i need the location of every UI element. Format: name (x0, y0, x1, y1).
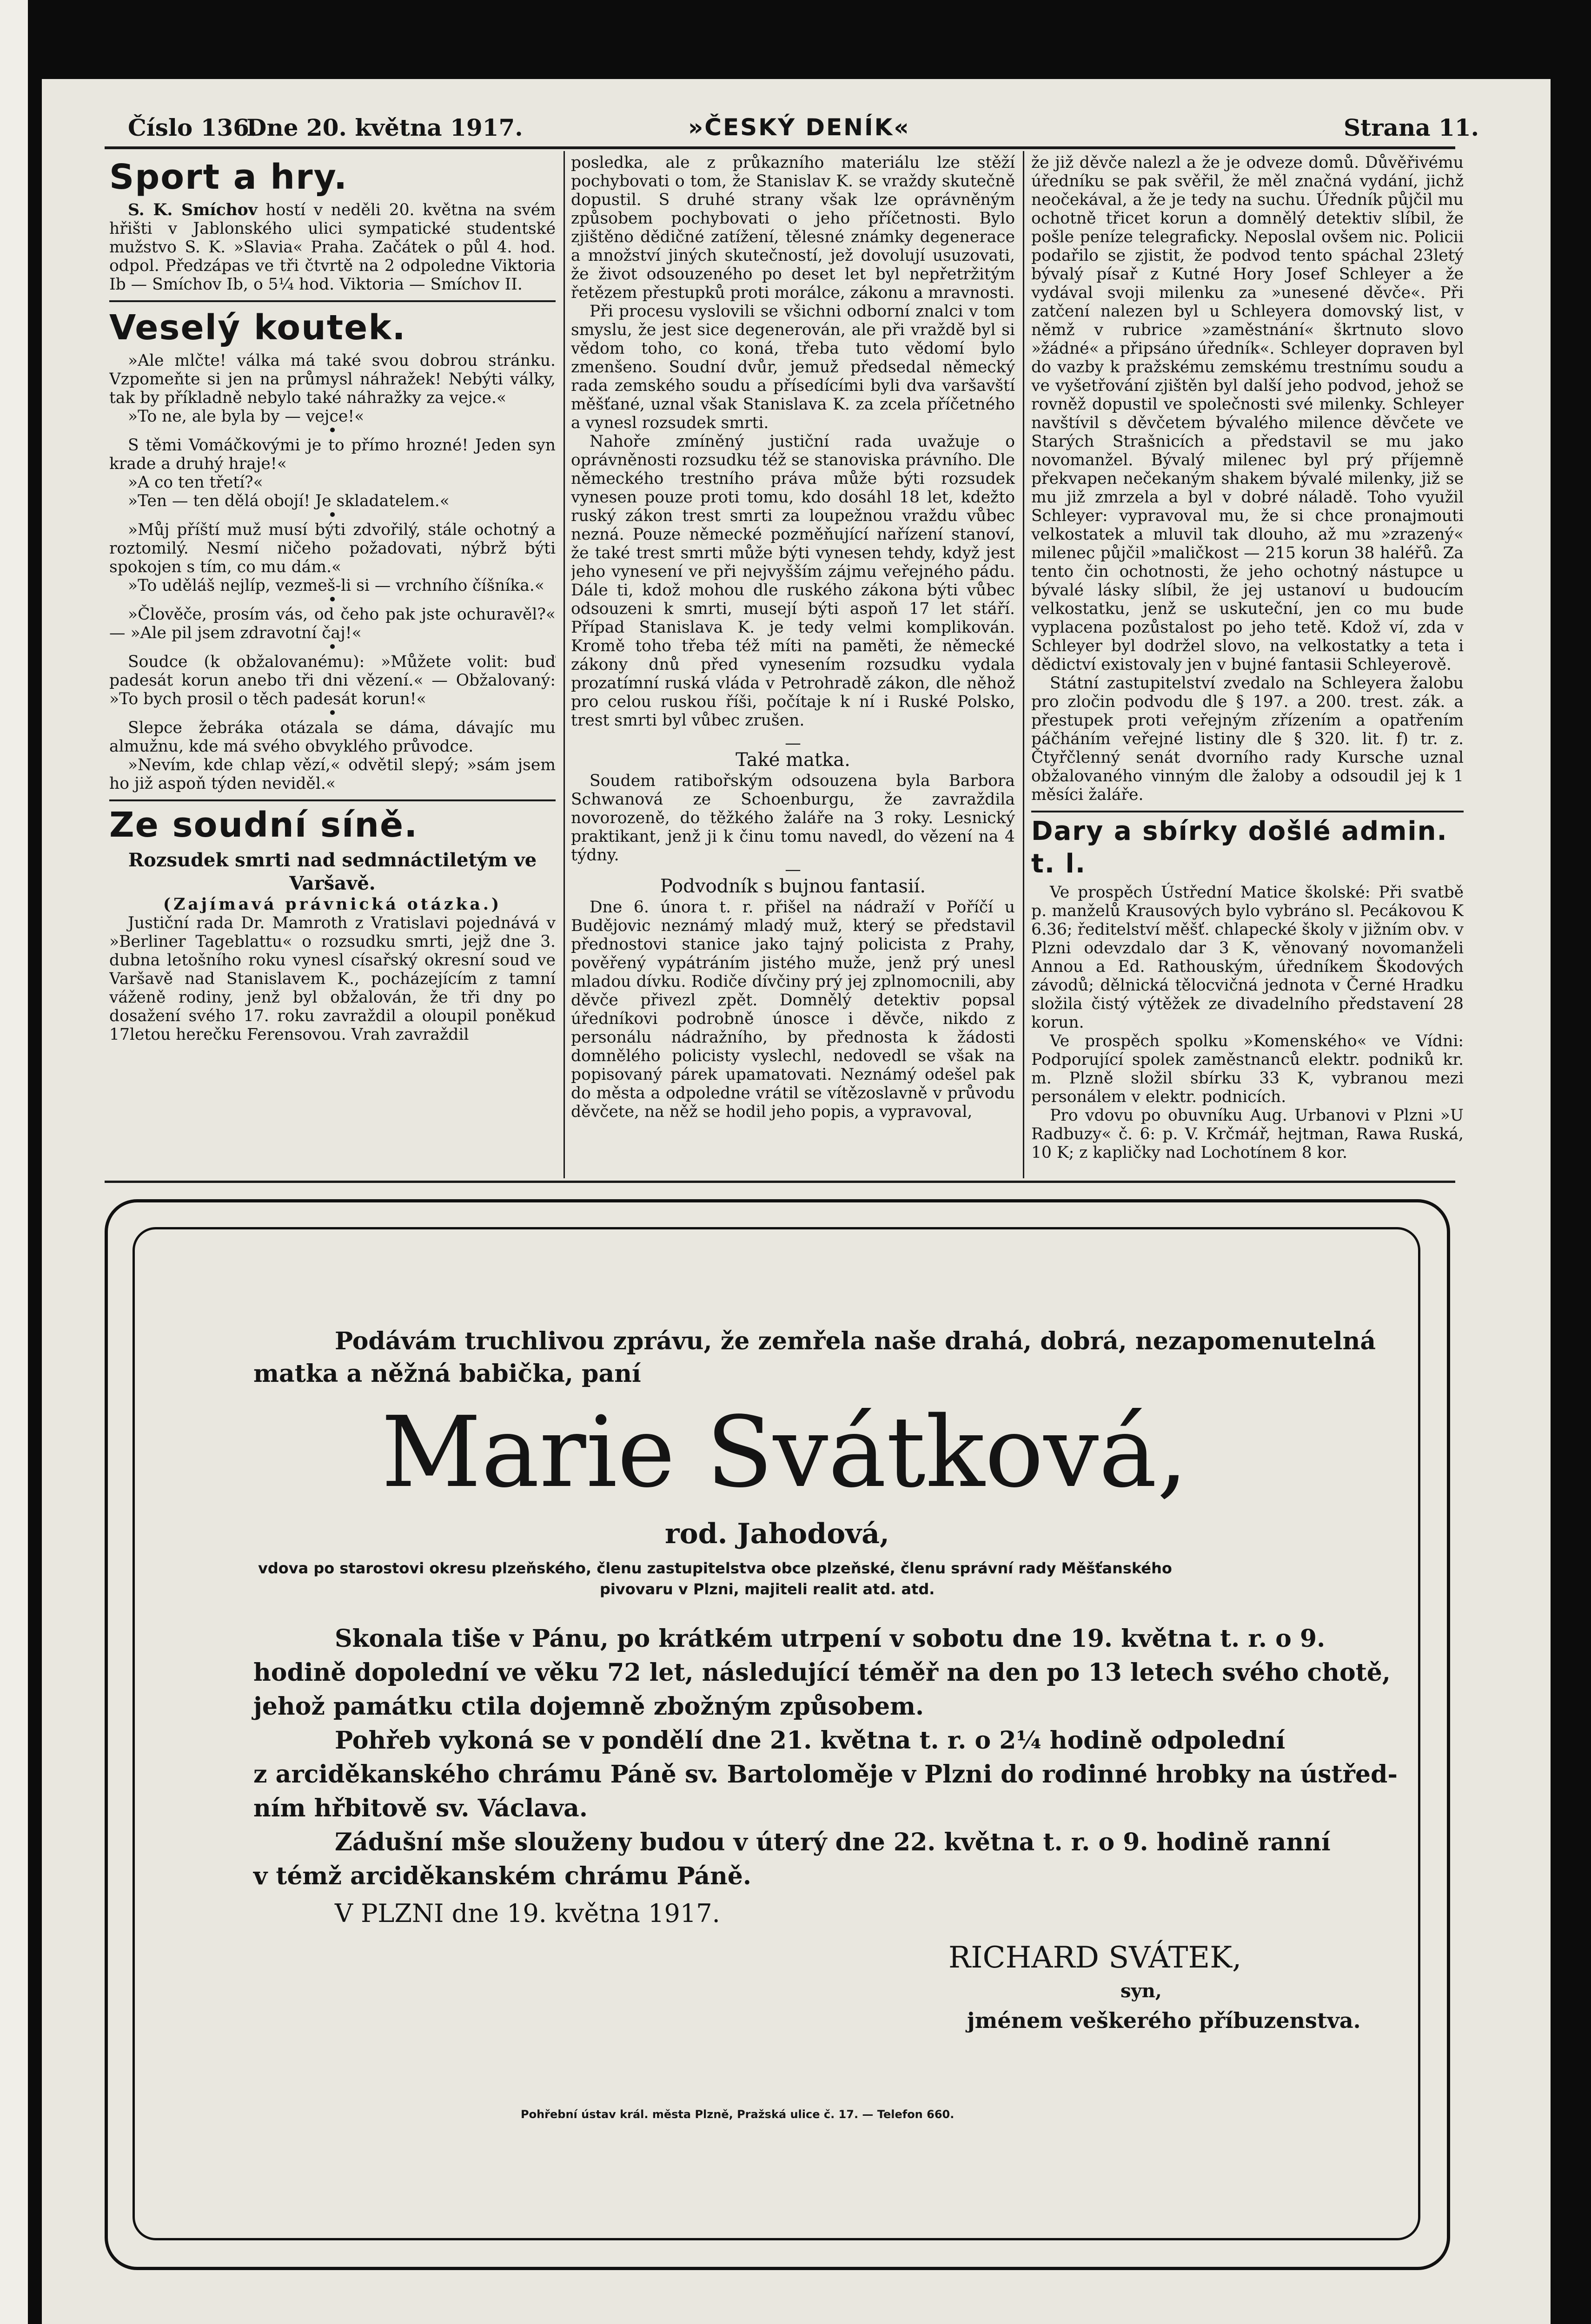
joke-line: »Můj příští muž musí býti zdvořilý, stále ochotný a roztomilý. Nesmí ničeho požadovati, nýbrž býti spokojen s tím, co mu dám.« (109, 521, 556, 576)
podvodnik-paragraph: Státní zastupitelství zvedalo na Schleyera žalobu pro zločin podvodu dle § 197. a 200. trest. zák. a přestupek proti veřejným zřízením a opatřením páčháním veřejné listiny dle § 320. lit. f) tr. z. Čtyřčlenný senát dvorního rady Kursche uznal obžalovaného vinným dle žaloby a odsoudil jej k 1 měsíci žaláře. (1031, 674, 1464, 804)
joke-separator: • (327, 591, 338, 609)
dary-paragraph: Ve prospěch Ústřední Matice školské: Při svatbě p. manželů Krausových bylo vybráno sl. Pecákovou K 6.36; ředitelství měšť. chlapecké školy v jižním obv. v Plzni odevzdalo dar 3 K, věnovaný novomanželi Annou a Ed. Rathouským, úředníkem Škodových závodů; dělnická tělocvičná jednota v Černé Hradku složila čistý výtěžek ze divadelního představení 28 korun. (1031, 883, 1464, 1032)
joke-line: »A co ten třetí?« (128, 473, 263, 492)
newspaper-title: »ČESKÝ DENÍK« (688, 114, 910, 141)
joke-line: »To uděláš nejlíp, vezmeš-li si — vrchního číšníka.« (128, 576, 544, 595)
column-divider-1 (563, 151, 565, 1178)
ad-top-rule (105, 1181, 1455, 1183)
obituary-signer-note: jménem veškerého příbuzenstva. (967, 2008, 1361, 2033)
obituary-signer: RICHARD SVÁTEK, (948, 1941, 1242, 1975)
joke-line: »Nevím, kde chlap vězí,« odvětil slepý; »sám jsem ho již aspoň týden neviděl.« (109, 756, 556, 793)
dary-paragraph: Pro vdovu po obuvníku Aug. Urbanovi v Plzni »U Radbuzy« č. 6: p. V. Krčmář, hejtman, Rawa Ruská, 10 K; z kapličky nad Lochotínem 8 kor. (1031, 1106, 1464, 1162)
column-2 (571, 153, 1015, 1181)
dary-heading: Dary a sbírky došlé admin. t. l. (1031, 816, 1448, 879)
funeral-home-footer: Pohřební ústav král. města Plzně, Pražská ulice č. 17. — Telefon 660. (521, 2108, 955, 2121)
sport-heading: Sport a hry. (109, 157, 348, 197)
joke-line: Slepce žebráka otázala se dáma, dávajíc mu almužnu, kde má svého obvyklého průvodce. (109, 719, 556, 756)
issue-date: Dne 20. května 1917. (246, 114, 523, 141)
sport-lead: S. K. Smíchov (128, 201, 258, 219)
podvodnik-paragraph: že již děvče nalezl a že je odveze domů. Důvěřivému úředníku se pak svěřil, že měl značná vydání, jichž neočekával, a že je tedy na suchu. Úředník půjčil mu ochotně třicet korun a domnělý detektiv slíbil, že pošle peníze telegraficky. Neposlal ovšem nic. Policii podařilo se zjistit, že podvod tento spáchal 23letý bývalý písař z Kutné Hory Josef Schleyer a že vydával svoji milenku za »unesené děvče«. Při zatčení nalezen byl u Schleyera domovský list, v němž v rubrice »zaměstnání« škrtnuto slovo »žádné« a připsáno úředník«. Schleyer dopraven byl do vazby k pražskému zemskému trestnímu soudu a ve vyšetřování zjištěn byl další jeho podvod, jehož se rovněž dopustil ve společnosti své milenky. Schleyer navštívil s děvčetem bývalého milence děvčete ve Starých Strašnicích a představil se mu jako novomanžel. Bývalý milenec byl prý příjemně překvapen nečekaným shakem bývalé milenky, již se mu již zmrzela a byl v dobré náladě. Toho využil Schleyer: vypravoval mu, že si chce pronajmouti velkostatek a mluvil tak dlouho, až mu »zrazený« milenec půjčil »maličkost — 215 korun 38 haléřů. Za tento čin ochotnosti, že jeho ochotný nástupce u bývalé lásky slíbil, že jej ustanoví u budoucím velkostatku, jenž se uskuteční, jen co mu bude vyplacena pozůstalost po jeho tetě. Kdož ví, zda v Schleyer byl dodržel slovo, na velkostatky a teta i dědictví existovaly jen v bujné fantasii Schleyerově. (1031, 153, 1464, 674)
neighbor-page-edge (0, 0, 28, 2324)
joke-line: Soudce (k obžalovanému): »Můžete volit: buď padesát korun anebo tři dni vězení.« — Obžalovaný: »To bych prosil o těch padesát korun!« (109, 653, 556, 708)
sport-text: hostí v neděli 20. května na svém hřišti v Jablonského ulici sympatické studentské mužstvo S. K. »Slavia« Praha. Začátek o půl 4. hod. odpol. Předzápas ve tři čtvrtě na 2 odpoledne Viktoria Ib — Smíchov Ib, o 5¼ hod. Viktoria — Smíchov II. (109, 201, 556, 294)
deceased-description-2: pivovaru v Plzni, majiteli realit atd. atd. (600, 1580, 935, 1598)
article-separator: — (785, 734, 801, 753)
obituary-intro-1: Podávám truchlivou zprávu, že zemřela naše drahá, dobrá, nezapomenutelná (335, 1327, 1376, 1355)
maiden-name: rod. Jahodová, (665, 1518, 889, 1550)
obituary-text: jehož památku ctila dojemně zbožným způsobem. (253, 1692, 924, 1721)
vesely-heading: Veselý koutek. (109, 308, 406, 348)
joke-line: »To ne, ale byla by — vejce!« (128, 407, 365, 426)
soud-paragraph: posledka, ale z průkazního materiálu lze stěží pochybovati o tom, že Stanislav K. se vraždy skutečně dopustil. S druhé strany však lze oprávněným způsobem pochybovati o jeho příčetnosti. Bylo zjištěno dědičné zatížení, tělesné známky degenerace a množství jiných skutečností, jež dovolují usuzovati, že život odsouzeného po deset let byl nepřetržitým řetězem přestupků proti morálce, zákonu a mravnosti. (571, 153, 1015, 302)
joke-separator: • (327, 638, 338, 657)
joke-line: »Ten — ten dělá obojí! Je skladatelem.« (128, 492, 450, 510)
column-3 (1031, 153, 1464, 1181)
obituary-intro-2: matka a něžná babička, paní (253, 1360, 641, 1388)
soud-paragraph: Nahoře zmíněný justiční rada uvažuje o oprávněnosti rozsudku též se stanoviska právního. Dle německého trestního práva může býti rozsudek vynesen pouze proti tomu, kdo dosáhl 18 let, kdežto ruský zákon trest smrti za loupežnou vraždu vůbec nezná. Pouze německé pozměňující nařízení stanoví, že také trest smrti může býti vynesen tehdy, když jest jeho vynesení ve při nejvyšším zájmu veřejného pádu. Dále ti, kdož mohou dle ruského zákona býti vůbec odsouzeni k smrti, musejí býti aspoň 17 let stáří. Případ Stanislava K. je tedy velmi komplikován. Kromě toho třeba též míti na paměti, že německé zákony dnů před vynesením rozsudku vydala prozatímní ruská vláda v Petrohradě zákon, dle něhož pro celou ruskou říši, počítaje k ní i Ruské Polsko, trest smrti byl vůbec zrušen. (571, 432, 1015, 730)
dary-paragraph: Ve prospěch spolku »Komenského« ve Vídni: Podporující spolek zaměstnanců elektr. podniků kr. m. Plzně složil sbírku 33 K, vybranou mezi personálem v elektr. podnicích. (1031, 1032, 1464, 1106)
sport-paragraph (109, 201, 556, 294)
obituary-text: hodině dopolední ve věku 72 let, následující téměř na den po 13 letech svého chotě, (253, 1658, 1391, 1687)
joke-separator: • (327, 704, 338, 723)
header-rule (105, 146, 1455, 149)
podvodnik-heading: Podvodník s bujnou fantasií. (660, 876, 926, 897)
obituary-text: v témž arciděkanském chrámu Páně. (253, 1862, 751, 1890)
soud-paragraph: Justiční rada Dr. Mamroth z Vratislavi pojednává v »Berliner Tageblattu« o rozsudku smrti, jejž dne 3. dubna letošního roku vynesl císařský okresní soud ve Varšavě nad Stanislavem K., pocházejícím z tamní váženě rodiny, jenž byl obžalován, že tři dny po dosažení svého 17. roku zavraždil a oloupil poněkud 17letou herečku Ferensovou. Vrah zavraždil (109, 914, 556, 1044)
joke-line: S těmi Vomáčkovými je to přímo hrozné! Jeden syn krade a druhý hraje!« (109, 436, 556, 473)
section-rule (109, 300, 556, 302)
soud-paragraph: Při procesu vyslovili se všichni odborní znalci v tom smyslu, že jest sice degenerován, ale při vraždě byl si vědom toho, co koná, třeba tuto vědomí bylo zmenšeno. Soudní dvůr, jemuž předsedal německý rada zemského soudu a přísedícími byli dva varšavští měšťané, uznal však Stanislava K. za zcela příčetného a vynesl rozsudek smrti. (571, 302, 1015, 432)
deceased-name: Marie Svátková, (381, 1395, 1188, 1509)
obituary-text: Pohřeb vykoná se v pondělí dne 21. května t. r. o 2¼ hodině odpolední (335, 1726, 1286, 1755)
joke-line: »Člověče, prosím vás, od čeho pak jste ochuravěl?« — »Ale pil jsem zdravotní čaj!« (109, 605, 556, 642)
column-divider-2 (1023, 151, 1024, 1178)
obituary-text: Skonala tiše v Pánu, po krátkém utrpení v sobotu dne 19. května t. r. o 9. (335, 1624, 1326, 1653)
soud-heading: Ze soudní síně. (109, 805, 418, 845)
soud-subtitle: Rozsudek smrti nad sedmnáctiletým ve Varšavě. (128, 849, 537, 894)
joke-separator: • (327, 422, 338, 440)
obituary-text: Zádušní mše slouženy budou v úterý dne 22. května t. r. o 9. hodině ranní (335, 1828, 1331, 1856)
soud-subnote: (Zajímavá právnická otázka.) (163, 895, 502, 914)
obituary-signer-role: syn, (1120, 1980, 1162, 2002)
section-rule (1031, 811, 1464, 812)
page-number: Strana 11. (1344, 114, 1479, 141)
obituary-text: ním hřbitově sv. Václava. (253, 1794, 588, 1822)
joke-line: »Ale mlčte! válka má také svou dobrou stránku. Vzpomeňte si jen na průmysl náhražek! Nebýti války, tak by příkladně nebylo také náhražky za vejce.« (109, 351, 556, 407)
obituary-place-date: V PLZNI dne 19. května 1917. (335, 1899, 720, 1928)
joke-separator: • (327, 506, 338, 525)
deceased-description-1: vdova po starostovi okresu plzeňského, členu zastupitelstva obce plzeňské, členu správní rady Měšťanského (258, 1559, 1172, 1577)
issue-number: Číslo 136. (128, 114, 258, 141)
column-1 (109, 153, 556, 1181)
matka-heading: Také matka. (736, 749, 850, 771)
obituary-text: z arciděkanského chrámu Páně sv. Bartoloměje v Plzni do rodinné hrobky na ústřed- (253, 1760, 1398, 1789)
matka-paragraph: Soudem ratibořským odsouzena byla Barbora Schwanová ze Schoenburgu, že zavraždila novorozeně, do těžkého žaláře na 3 roky. Lesnický praktikant, jenž ji k činu tomu navedl, do vězení na 4 týdny. (571, 772, 1015, 865)
podvodnik-paragraph: Dne 6. února t. r. přišel na nádraží v Poříčí u Budějovic neznámý mladý muž, který se představil přednostovi stanice jako tajný policista z Prahy, pověřený vypátráním jistého muže, jenž prý unesl mladou dívku. Rodiče dívčiny prý jej zplnomocnili, aby děvče přivezl zpět. Domnělý detektiv popsal úředníkovi podrobně únosce i děvče, nikdo z personálu nádražního, by přednosta k žádosti domnělého policisty vyslechl, nedovedl se však na popisovaný párek upamatovati. Neznámý odešel pak do města a odpoledne vrátil se vítězoslavně v průvodu děvčete, na něž se hodil jeho popis, a vypravoval, (571, 898, 1015, 1121)
section-rule (109, 799, 556, 801)
article-separator: — (785, 860, 801, 879)
